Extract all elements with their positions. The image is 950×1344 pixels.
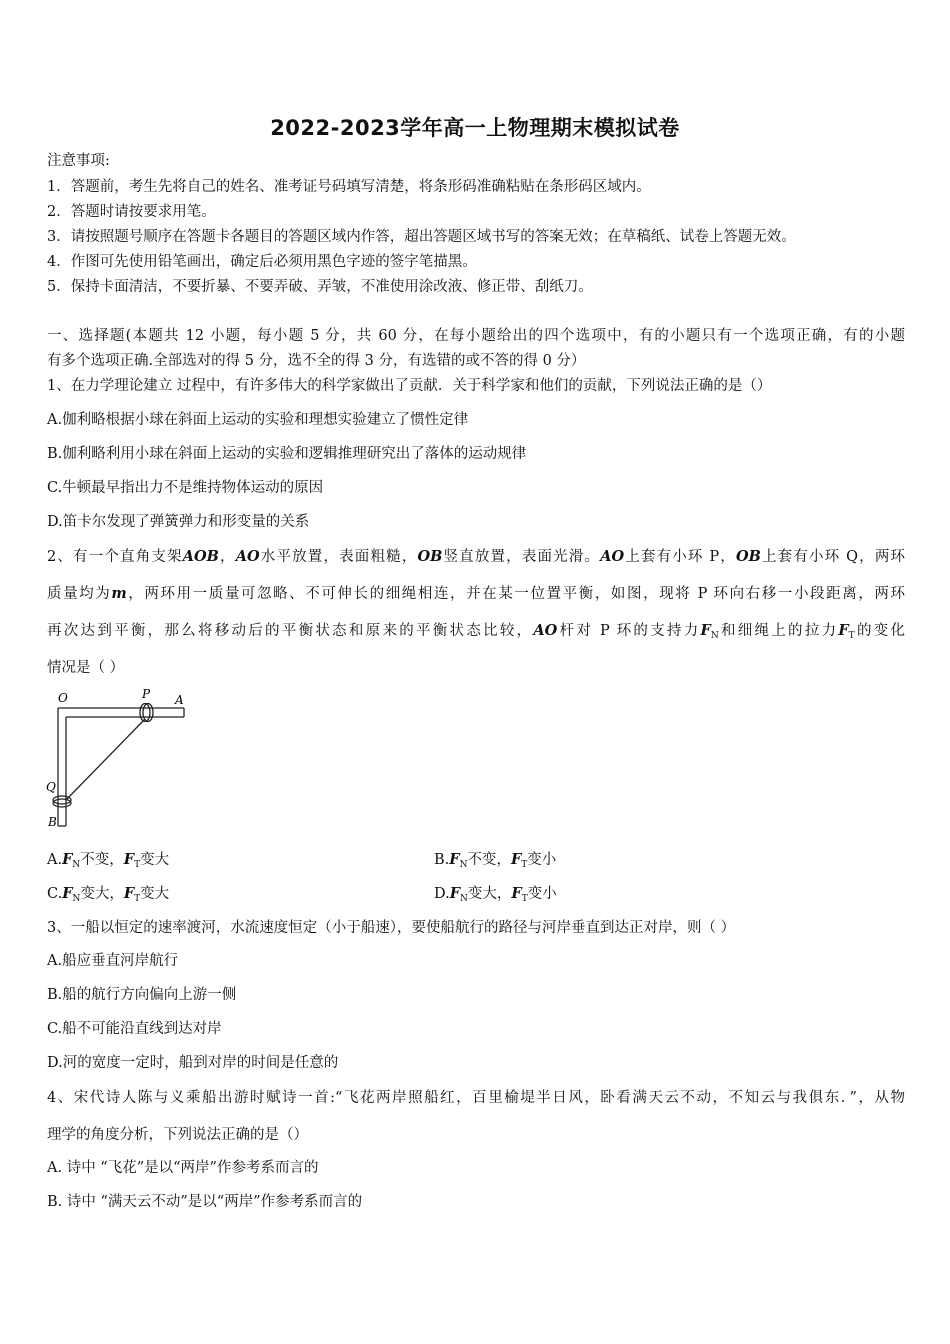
notice-item-5: 5．保持卡面清洁，不要折暴、不要弄破、弄皱，不准使用涂改液、修正带、刮纸刀。 [47,279,593,295]
q2-option-b: $B.F_N$不变，$F_T$变小 [434,851,557,870]
q2-option-a: $A.F_N$不变，$F_T$变大 [47,851,170,870]
notice-item-2: 2．答题时请按要求用笔。 [47,204,216,220]
fig-label-p: P [142,687,151,701]
notice-item-3: 3．请按照题号顺序在答题卡各题目的答题区域内作答，超出答题区域书写的答案无效；在草稿纸、试卷上答题无效。 [47,229,796,245]
q2-stem-line1: 2、有一个直角支架AOB，AO水平放置，表面粗糙，OB竖直放置，表面光滑。AO上套有小环 P，OB上套有小环 Q，两环 [47,548,906,565]
q4-stem-line2: 理学的角度分析，下列说法正确的是（） [47,1127,308,1143]
q2-stem-line2: 质量均为m，两环用一质量可忽略、不可伸长的细绳相连，并在某一位置平衡，如图，现将 P 环向右移一小段距离，两环 [47,585,905,602]
q4-option-a: A. 诗中 “飞花”是以“两岸”作参考系而言的 [47,1160,319,1176]
q1-stem: 1、在力学理论建立 过程中，有许多伟大的科学家做出了贡献．关于科学家和他们的贡献，下列说法正确的是（） [47,378,772,394]
q3-option-b: B.船的航行方向偏向上游一侧 [47,987,237,1003]
q2-stem-line3: 再次达到平衡，那么将移动后的平衡状态和原来的平衡状态比较，AO杆对 P 环的支持力$F_N$和细绳上的拉力$F_T$的变化 [47,622,906,641]
q1-option-c: C.牛顿最早指出力不是维持物体运动的原因 [47,480,324,496]
fig-label-q: Q [46,780,56,794]
section-heading-line2: 有多个选项正确.全部选对的得 5 分，选不全的得 3 分，有选错的或不答的得 0 分） [47,353,586,369]
fig-label-o: O [58,691,68,705]
notice-heading: 注意事项: [47,153,110,169]
fig-label-a: A [175,693,184,707]
q2-figure-bracket [44,686,194,832]
q3-option-a: A.船应垂直河岸航行 [47,953,179,969]
q3-option-d: D.河的宽度一定时，船到对岸的时间是任意的 [47,1055,339,1071]
q2-stem-line4: 情况是（ ） [47,660,125,676]
section-heading-line1: 一、选择题(本题共 12 小题，每小题 5 分，共 60 分，在每小题给出的四个选项中，有的小题只有一个选项正确，有的小题 [47,328,905,344]
q4-option-b: B. 诗中 “满天云不动”是以“两岸”作参考系而言的 [47,1194,363,1210]
fig-label-b: B [48,815,57,829]
q2-option-d: $D.F_N$变大，$F_T$变小 [434,885,557,904]
q1-option-d: D.笛卡尔发现了弹簧弹力和形变量的关系 [47,514,310,530]
page-title: 2022-2023学年高一上物理期末模拟试卷 [270,116,680,140]
q4-stem-line1: 4、宋代诗人陈与义乘船出游时赋诗一首:“飞花两岸照船红，百里榆堤半日风，卧看满天云不动，不知云与我俱东．”，从物 [47,1090,905,1106]
q2-option-c: $C.F_N$变大，$F_T$变大 [47,885,170,904]
q3-stem: 3、一船以恒定的速率渡河，水流速度恒定（小于船速），要使船航行的路径与河岸垂直到达正对岸，则（ ） [47,920,736,936]
q1-option-a: A.伽利略根据小球在斜面上运动的实验和理想实验建立了惯性定律 [47,412,469,428]
q1-option-b: B.伽利略利用小球在斜面上运动的实验和逻辑推理研究出了落体的运动规律 [47,446,527,462]
notice-item-1: 1．答题前，考生先将自己的姓名、准考证号码填写清楚，将条形码准确粘贴在条形码区域内。 [47,179,651,195]
notice-item-4: 4．作图可先使用铅笔画出，确定后必须用黑色字迹的签字笔描黑。 [47,254,477,270]
q3-option-c: C.船不可能沿直线到达对岸 [47,1021,222,1037]
